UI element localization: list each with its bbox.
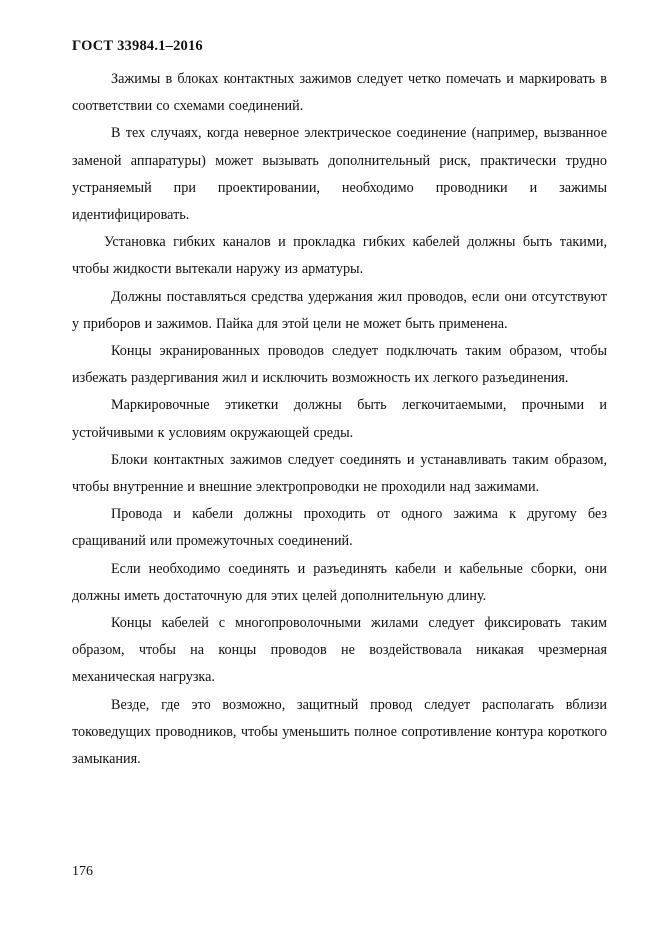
paragraph-extra-length: Если необходимо соединять и разъединять кабели и кабельные сборки, они должны иметь достаточную для этих целей дополнительную длину. — [72, 560, 607, 604]
paragraph-protective-conductor: Везде, где это возможно, защитный провод следует располагать вблизи токоведущих проводников, чтобы уменьшить полное сопротивление контура короткого замыкания. — [72, 696, 607, 768]
page-number: 176 — [72, 864, 93, 879]
paragraph-flexible-channels: Установка гибких каналов и прокладка гибких кабелей должны быть такими, чтобы жидкости вытекали наружу из арматуры. — [72, 234, 607, 278]
document-body — [72, 66, 607, 773]
paragraph-marking-labels: Маркировочные этикетки должны быть легкочитаемыми, прочными и устойчивыми к условиям окружающей среды. — [72, 397, 607, 441]
paragraph-no-splices: Провода и кабели должны проходить от одного зажима к другому без сращиваний или промежуточных соединений. — [72, 506, 607, 550]
paragraph-conductor-identification: В тех случаях, когда неверное электрическое соединение (например, вызванное заменой аппаратуры) может вызывать дополнительный риск, практически трудно устраняемый при проектировании, необходимо проводники и зажимы идентифицировать. — [72, 125, 607, 224]
standard-header: ГОСТ 33984.1–2016 — [72, 38, 203, 54]
paragraph-wire-retention: Должны поставляться средства удержания жил проводов, если они отсутствуют у приборов и зажимов. Пайка для этой цели не может быть применена. — [72, 288, 607, 332]
paragraph-terminal-marking: Зажимы в блоках контактных зажимов следует четко помечать и маркировать в соответствии со схемами соединений. — [72, 71, 607, 115]
paragraph-stranded-cables: Концы кабелей с многопроволочными жилами следует фиксировать таким образом, чтобы на концы проводов не воздействовала никакая чрезмерная механическая нагрузка. — [72, 615, 607, 686]
paragraph-shielded-wires: Концы экранированных проводов следует подключать таким образом, чтобы избежать раздергивания жил и исключить возможность их легкого разъединения. — [72, 343, 607, 387]
paragraph-terminal-blocks: Блоки контактных зажимов следует соединять и устанавливать таким образом, чтобы внутренние и внешние электропроводки не проходили над зажимами. — [72, 451, 607, 496]
